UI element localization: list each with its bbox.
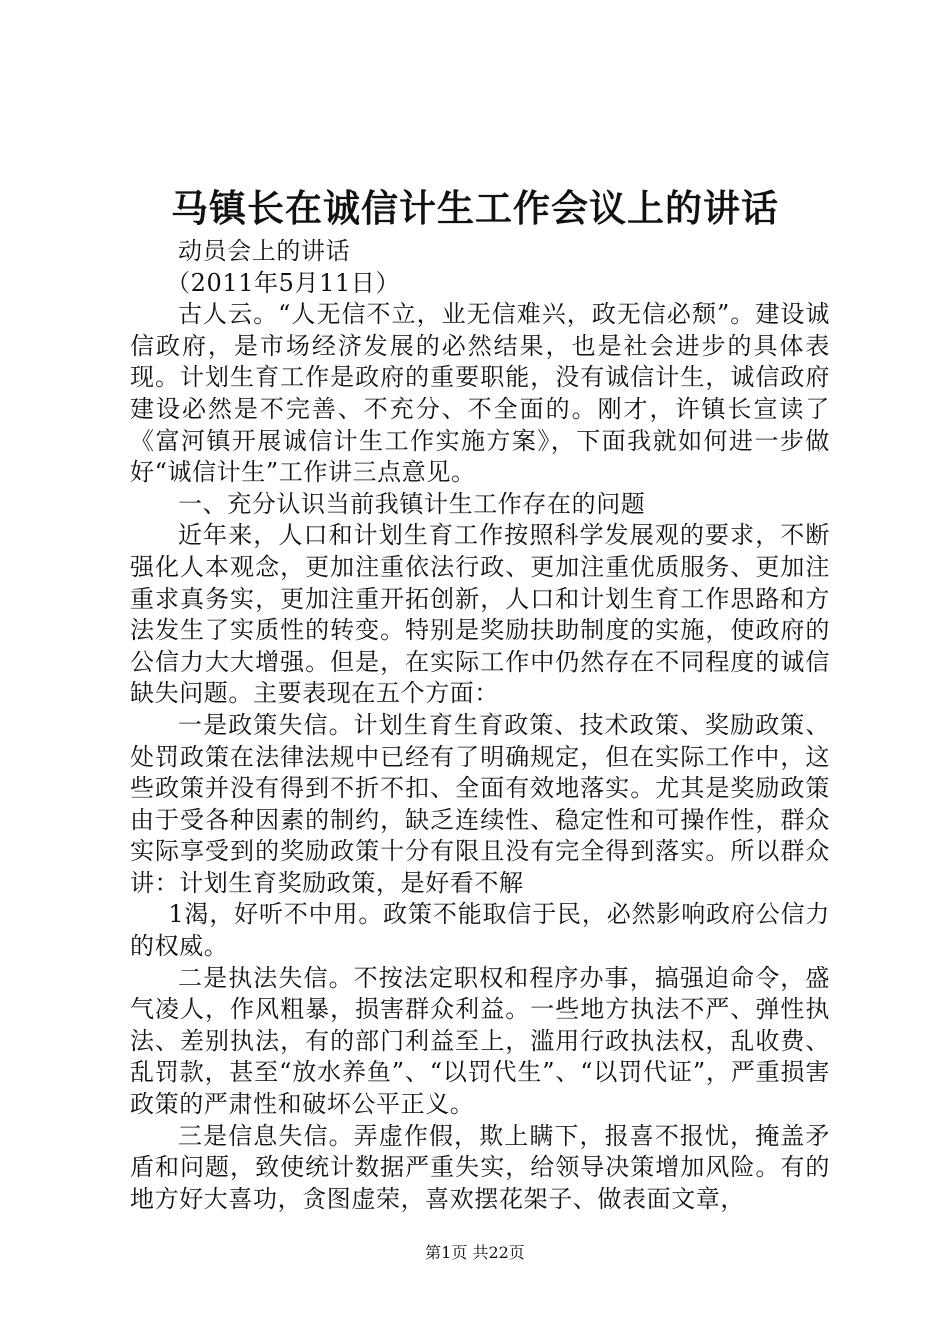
paragraph-policy-breach: 一是政策失信。计划生育生育政策、技术政策、奖励政策、处罚政策在法律法规中已经有了明确规定，但在实际工作中，这些政策并没有得到不折不扣、全面有效地落实。尤其是奖励政策由于受各种因素的制约，缺乏连续性、稳定性和可操作性，群众实际享受到的奖励政策十分有限且没有完全得到落实。所以群众讲：计划生育奖励政策，是好看不解 — [130, 710, 830, 897]
document-date: （2011年5月11日） — [166, 268, 401, 297]
paragraph-enforcement-breach: 二是执法失信。不按法定职权和程序办事，搞强迫命令，盛气凌人，作风粗暴，损害群众利益。一些地方执法不严、弹性执法、差别执法，有的部门利益至上，滥用行政执法权，乱收费、乱罚款，甚至“放水养鱼”、“以罚代生”、“以罚代证”，严重损害政策的严肃性和破坏公平正义。 — [130, 963, 830, 1119]
paragraph-information-breach: 三是信息失信。弄虚作假，欺上瞒下，报喜不报忧，掩盖矛盾和问题，致使统计数据严重失实，给领导决策增加风险。有的地方好大喜功，贪图虚荣，喜欢摆花架子、做表面文章， — [130, 1121, 830, 1213]
document-title: 马镇长在诚信计生工作会议上的讲话 — [171, 187, 779, 230]
paragraph-intro: 古人云。“人无信不立，业无信难兴，政无信必颓”。建设诚信政府，是市场经济发展的必然结果，也是社会进步的具体表现。计划生育工作是政府的重要职能，没有诚信计生，诚信政府建设必然是不完善、不充分、不全面的。刚才，许镇长宣读了《富河镇开展诚信计生工作实施方案》，下面我就如何进一步做好“诚信计生”工作讲三点意见。 — [130, 300, 830, 487]
document-body — [130, 236, 830, 1215]
section-heading-1: 一、充分认识当前我镇计生工作存在的问题 — [178, 489, 646, 518]
document-subtitle: 动员会上的讲话 — [178, 237, 351, 265]
page-footer: 第1页 共22页 — [425, 1243, 525, 1262]
paragraph-recent-years: 近年来，人口和计划生育工作按照科学发展观的要求，不断强化人本观念，更加注重依法行政、更加注重优质服务、更加注重求真务实，更加注重开拓创新，人口和计划生育工作思路和方法发生了实质性的转变。特别是奖励扶助制度的实施，使政府的公信力大大增强。但是，在实际工作中仍然存在不同程度的诚信缺失问题。主要表现在五个方面： — [130, 521, 830, 708]
paragraph-policy-continuation: 1渴，好听不中用。政策不能取信于民，必然影响政府公信力的权威。 — [130, 900, 830, 961]
